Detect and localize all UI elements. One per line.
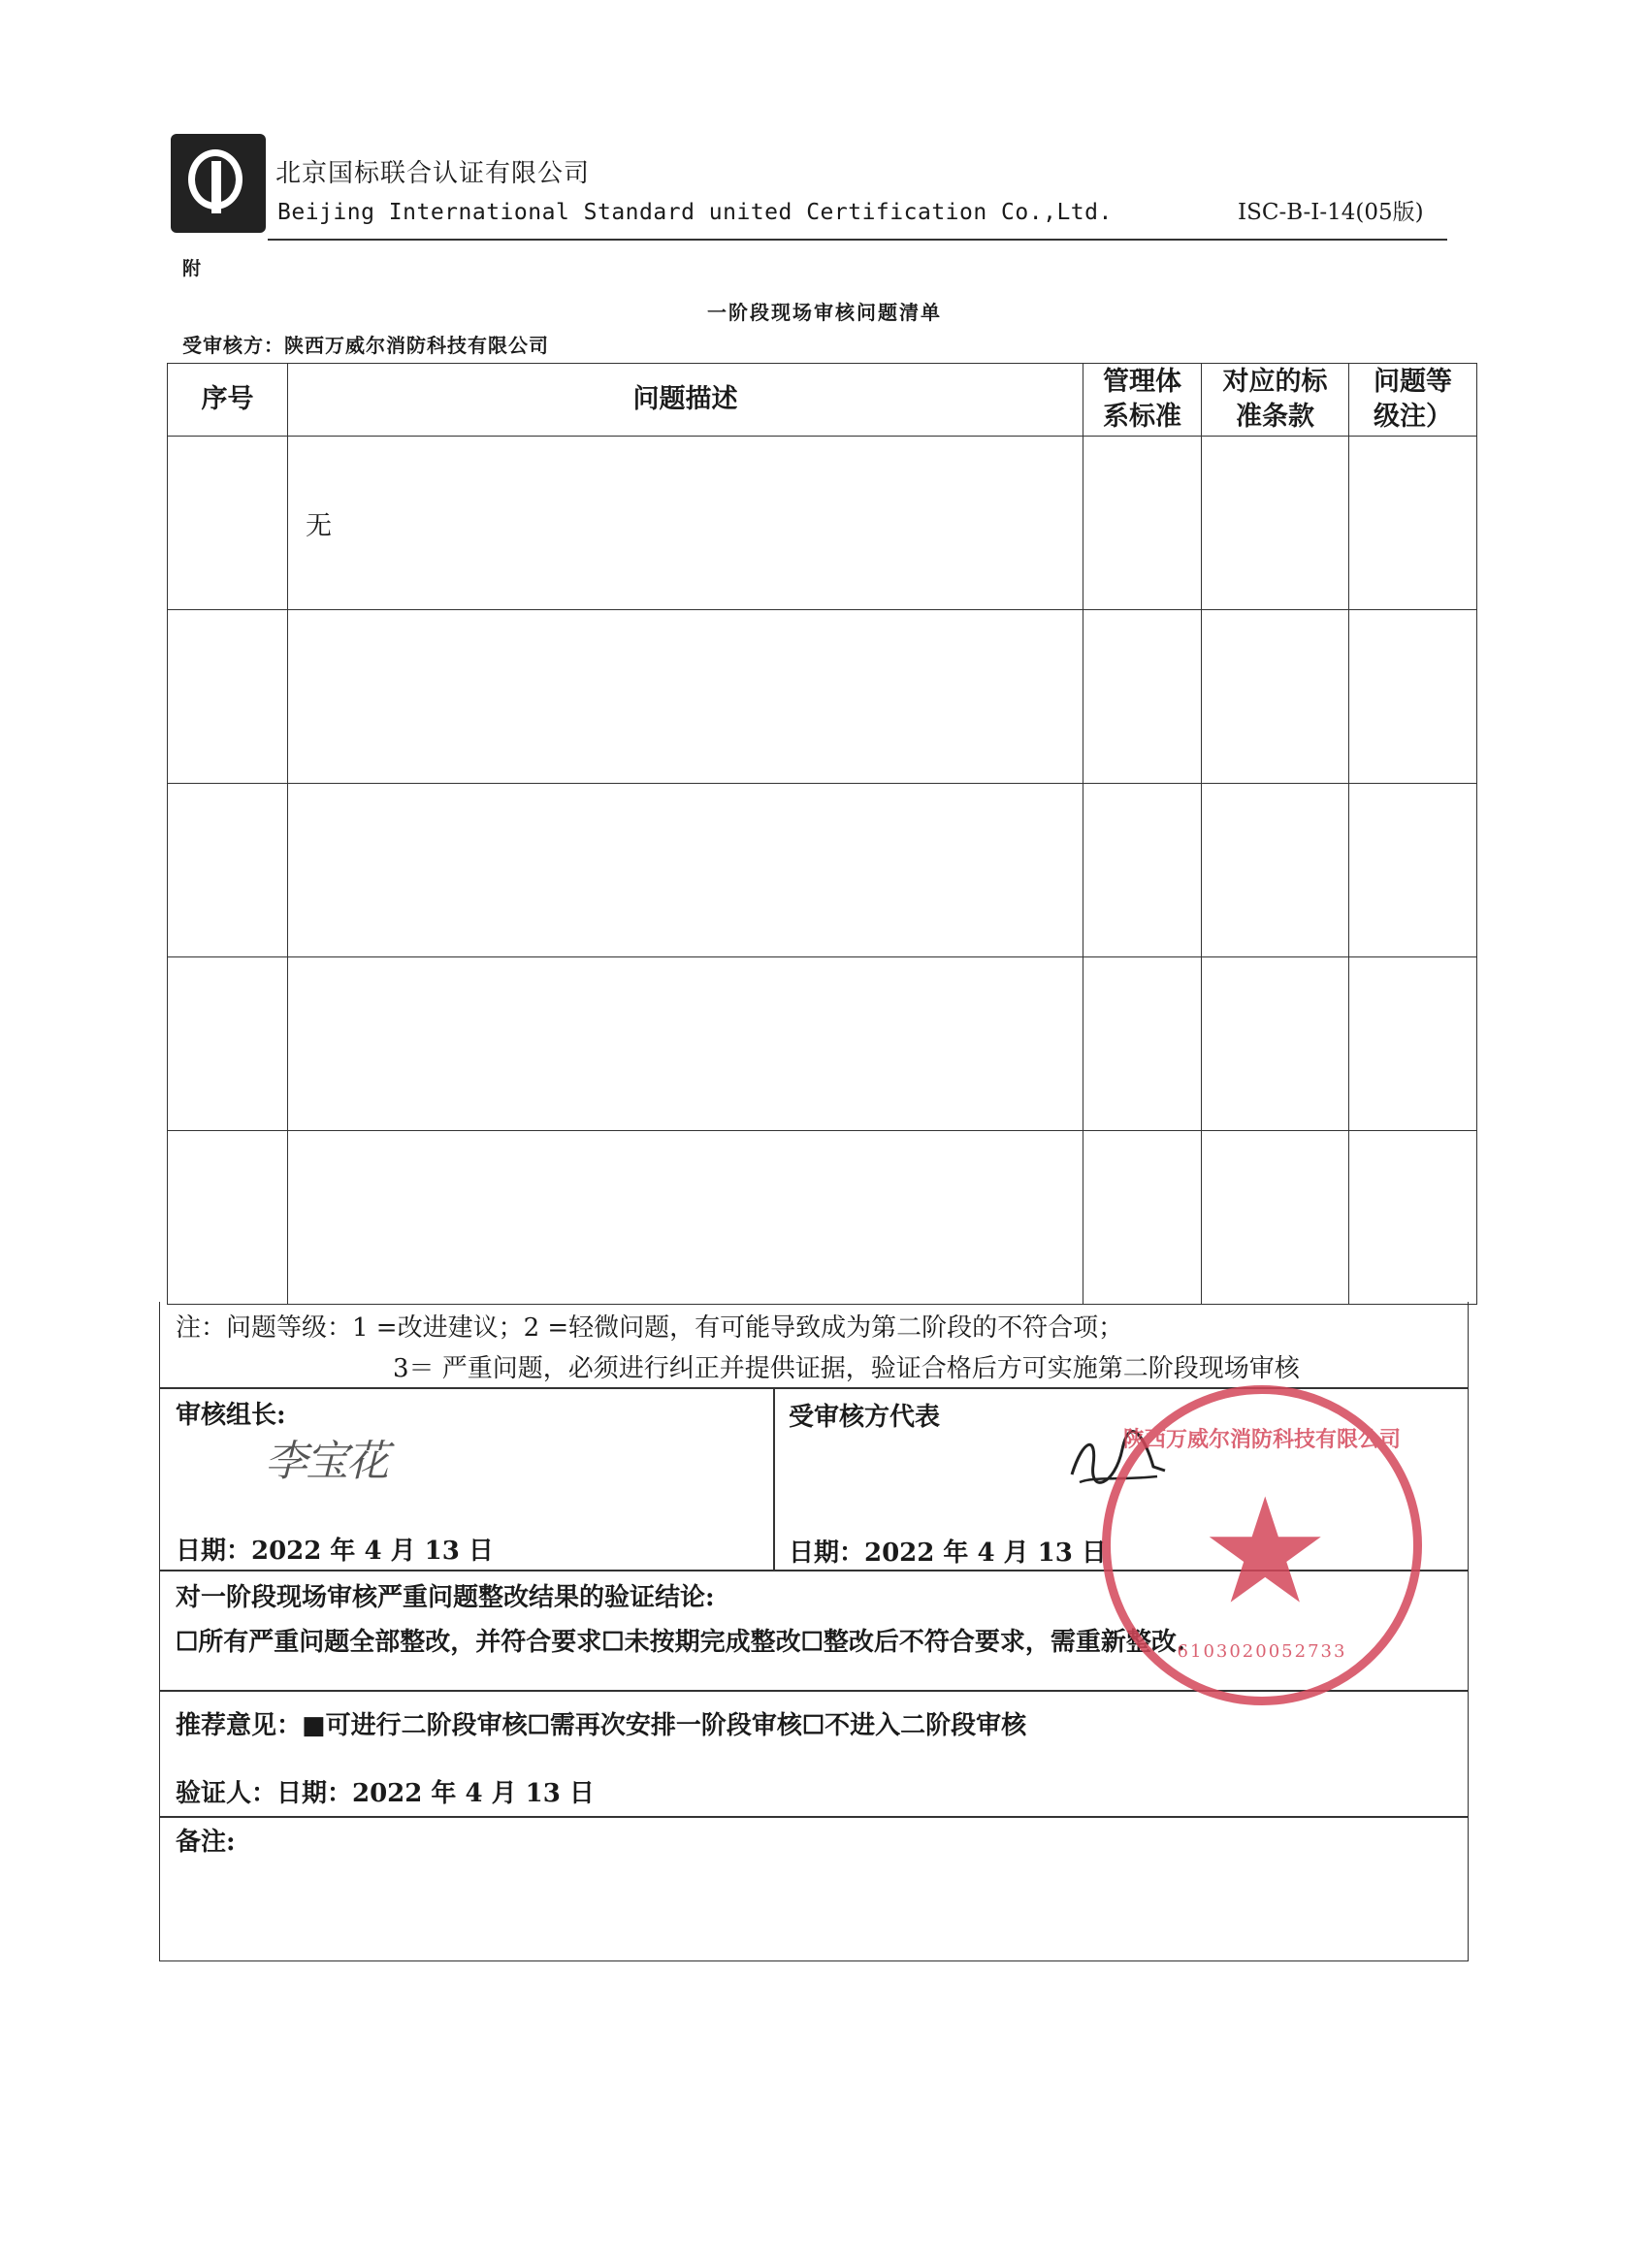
table-header-row <box>168 364 1477 437</box>
table-row <box>168 784 1477 957</box>
audit-leader-signature: 李宝花 <box>265 1437 387 1486</box>
page-title: 一阶段现场审核问题清单 <box>707 301 942 324</box>
note-line-2: 3＝ 严重问题，必须进行纠正并提供证据，验证合格后方可实施第二阶段现场审核 <box>393 1354 1300 1383</box>
cell-clause <box>1202 610 1349 784</box>
header-divider <box>268 239 1447 241</box>
cell-no <box>168 957 288 1131</box>
cell-no <box>168 610 288 784</box>
table-row <box>168 610 1477 784</box>
col-header-desc: 问题描述 <box>288 364 1083 437</box>
company-seal <box>1102 1385 1422 1705</box>
cell-std <box>1083 437 1202 610</box>
audit-leader-label: 审核组长: <box>176 1401 286 1430</box>
table-row <box>168 957 1477 1131</box>
col-header-std: 管理体 系标准 <box>1083 364 1202 437</box>
verifier-line: 验证人：日期：2022 年 4 月 13 日 <box>176 1779 595 1808</box>
cell-level <box>1349 437 1477 610</box>
auditee-rep-label: 受审核方代表 <box>789 1403 941 1432</box>
seal-text: 陕西万威尔消防科技有限公司 <box>1122 1427 1401 1452</box>
cell-desc <box>288 1131 1083 1305</box>
cell-clause <box>1202 1131 1349 1305</box>
cell-level <box>1349 1131 1477 1305</box>
col-header-level: 问题等 级注） <box>1349 364 1477 437</box>
cell-no <box>168 437 288 610</box>
auditee-rep-date: 日期：2022 年 4 月 13 日 <box>789 1539 1107 1568</box>
cell-std <box>1083 610 1202 784</box>
audit-leader-date: 日期：2022 年 4 月 13 日 <box>176 1537 494 1566</box>
verification-heading: 对一阶段现场审核严重问题整改结果的验证结论: <box>176 1583 715 1612</box>
company-name-cn: 北京国标联合认证有限公司 <box>275 159 591 188</box>
document-number: ISC-B-I-14(05版) <box>1238 200 1424 225</box>
attachment-label: 附 <box>182 258 202 279</box>
cell-clause <box>1202 957 1349 1131</box>
note-line-1: 注：问题等级：1 =改进建议；2 =轻微问题，有可能导致成为第二阶段的不符合项； <box>176 1313 1124 1343</box>
col-header-no: 序号 <box>168 364 288 437</box>
star-icon: ★ <box>1200 1468 1331 1636</box>
verification-options: ☐所有严重问题全部整改，并符合要求☐未按期完成整改☐整改后不符合要求，需重新整改. <box>176 1628 1185 1657</box>
cell-level <box>1349 610 1477 784</box>
cell-clause <box>1202 784 1349 957</box>
cell-std <box>1083 784 1202 957</box>
cell-level <box>1349 784 1477 957</box>
issue-table <box>167 363 1477 1305</box>
cell-clause <box>1202 437 1349 610</box>
auditee-line: 受审核方：陕西万威尔消防科技有限公司 <box>182 334 549 357</box>
recommendation-text: 推荐意见：■可进行二阶段审核☐需再次安排一阶段审核☐不进入二阶段审核 <box>176 1711 1027 1740</box>
col-header-clause: 对应的标 准条款 <box>1202 364 1349 437</box>
cell-no <box>168 784 288 957</box>
table-row <box>168 1131 1477 1305</box>
cell-desc <box>288 610 1083 784</box>
cell-level <box>1349 957 1477 1131</box>
cell-desc <box>288 957 1083 1131</box>
cell-desc: 无 <box>288 437 1083 610</box>
remarks-label: 备注: <box>176 1828 236 1857</box>
cell-std <box>1083 957 1202 1131</box>
cell-std <box>1083 1131 1202 1305</box>
company-logo <box>171 134 266 233</box>
cell-no <box>168 1131 288 1305</box>
seal-number: 6103020052733 <box>1177 1641 1347 1662</box>
company-name-en: Beijing International Standard united Certification Co.,Ltd. <box>277 200 1113 225</box>
cell-desc <box>288 784 1083 957</box>
table-row <box>168 437 1477 610</box>
